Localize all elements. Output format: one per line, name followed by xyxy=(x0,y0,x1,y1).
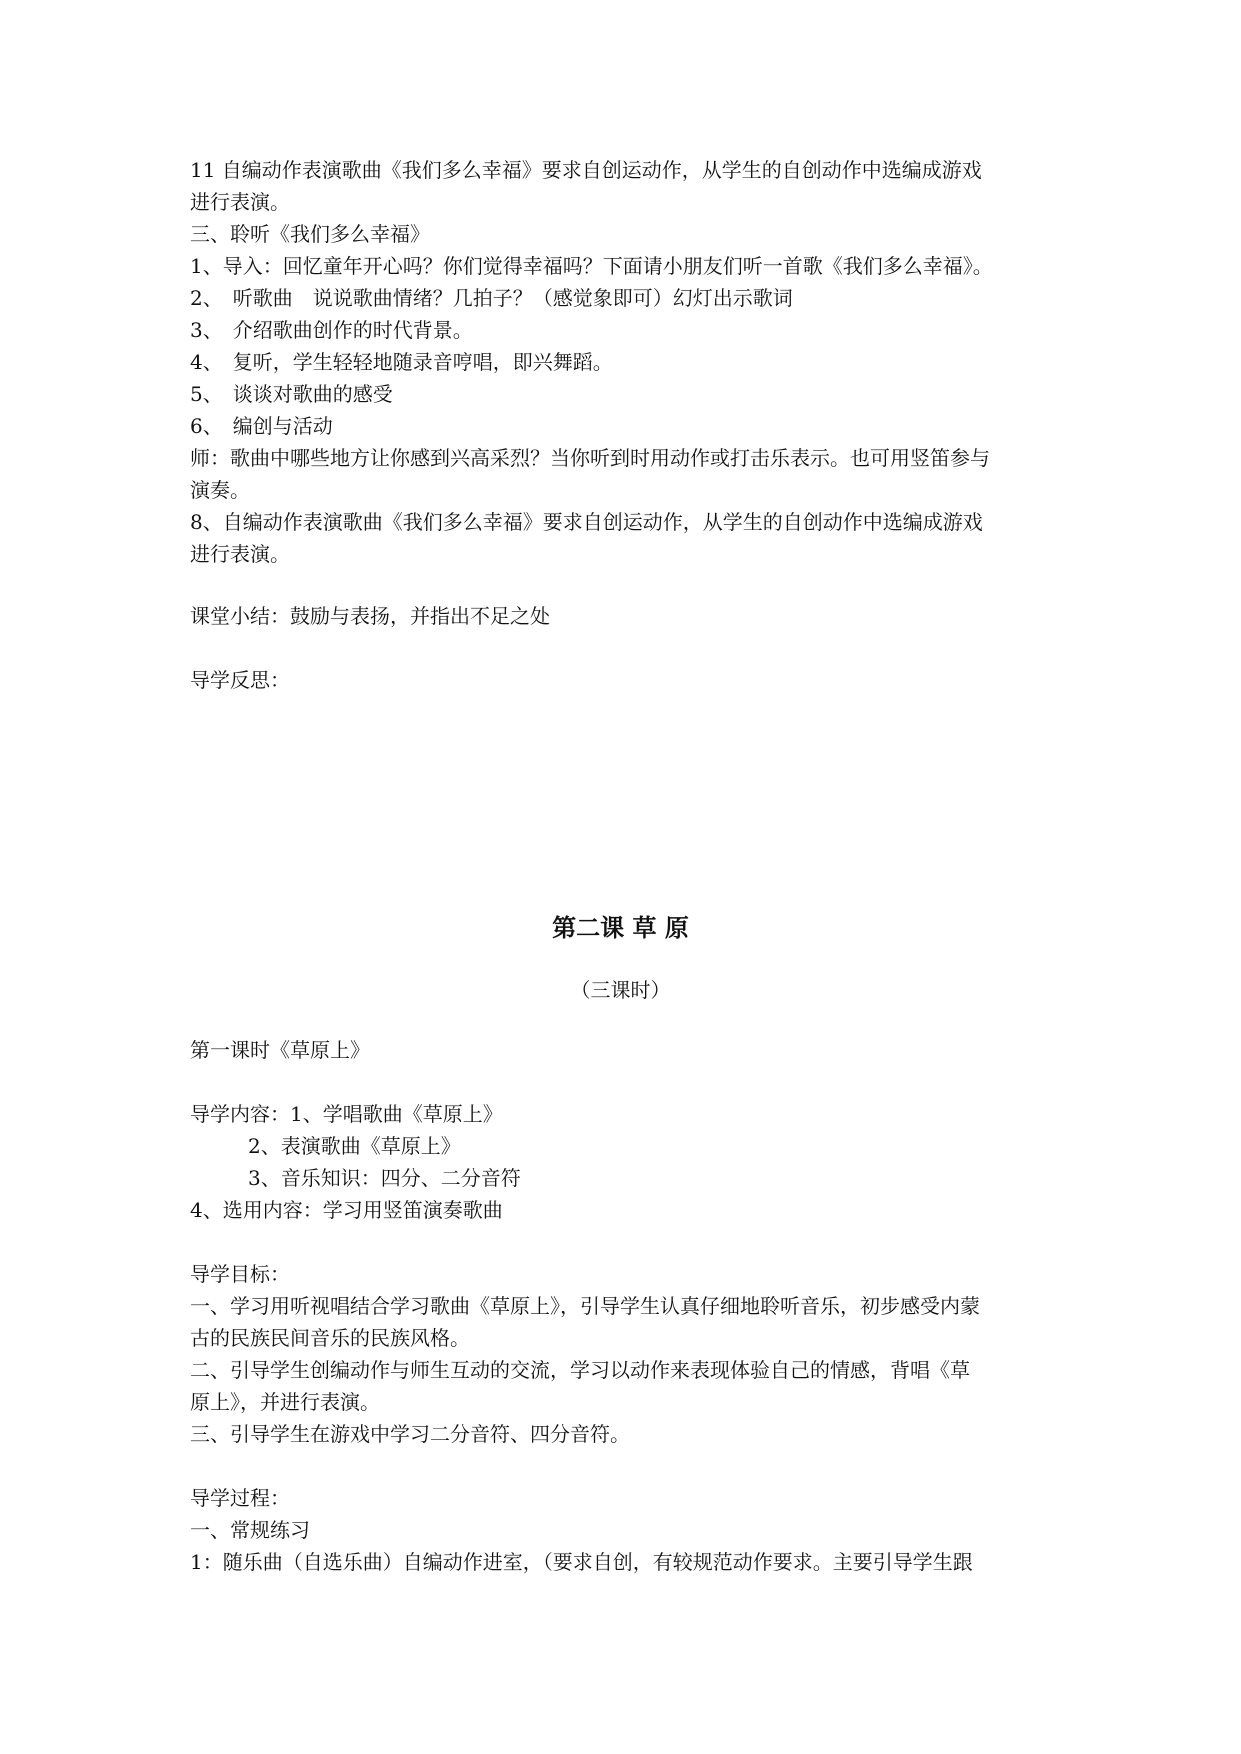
text-line: 进行表演。 xyxy=(190,542,290,566)
lesson-subtitle: （三课时） xyxy=(570,978,671,1002)
goal-line: 原上》，并进行表演。 xyxy=(190,1390,380,1414)
text-line: 11 自编动作表演歌曲《我们多么幸福》要求自创运动作，从学生的自创动作中选编成游戏 xyxy=(190,158,982,182)
content-item: 3、音乐知识：四分、二分音符 xyxy=(248,1166,521,1190)
process-label: 导学过程： xyxy=(190,1486,290,1510)
goal-line: 一、学习用听视唱结合学习歌曲《草原上》，引导学生认真仔细地聆听音乐，初步感受内蒙 xyxy=(190,1294,980,1318)
text-line: 4、 复听，学生轻轻地随录音哼唱，即兴舞蹈。 xyxy=(190,350,613,374)
process-line: 1：随乐曲（自选乐曲）自编动作进室，（要求自创，有较规范动作要求。主要引导学生跟 xyxy=(190,1550,973,1574)
goals-label: 导学目标： xyxy=(190,1262,290,1286)
text-line: 8、自编动作表演歌曲《我们多么幸福》要求自创运动作，从学生的自创动作中选编成游戏 xyxy=(190,510,983,534)
process-line: 一、常规练习 xyxy=(190,1518,310,1542)
text-line: 5、 谈谈对歌曲的感受 xyxy=(190,382,393,406)
text-line: 2、 听歌曲 说说歌曲情绪？几拍子？（感觉象即可）幻灯出示歌词 xyxy=(190,286,793,310)
class-summary: 课堂小结：鼓励与表扬，并指出不足之处 xyxy=(190,604,550,628)
optional-content: 4、选用内容：学习用竖笛演奏歌曲 xyxy=(190,1198,503,1222)
text-line: 演奏。 xyxy=(190,478,250,502)
goal-line: 三、引导学生在游戏中学习二分音符、四分音符。 xyxy=(190,1422,630,1446)
text-line: 进行表演。 xyxy=(190,190,290,214)
reflection-label: 导学反思： xyxy=(190,668,290,692)
content-item: 2、表演歌曲《草原上》 xyxy=(248,1134,461,1158)
goal-line: 古的民族民间音乐的民族风格。 xyxy=(190,1326,470,1350)
text-line: 6、 编创与活动 xyxy=(190,414,333,438)
content-label: 导学内容：1、学唱歌曲《草原上》 xyxy=(190,1102,503,1126)
text-line: 师：歌曲中哪些地方让你感到兴高采烈？当你听到时用动作或打击乐表示。也可用竖笛参与 xyxy=(190,446,990,470)
goal-line: 二、引导学生创编动作与师生互动的交流，学习以动作来表现体验自己的情感，背唱《草 xyxy=(190,1358,970,1382)
text-line: 3、 介绍歌曲创作的时代背景。 xyxy=(190,318,473,342)
text-line: 1、导入：回忆童年开心吗？你们觉得幸福吗？下面请小朋友们听一首歌《我们多么幸福》。 xyxy=(190,254,993,278)
section-heading: 三、聆听《我们多么幸福》 xyxy=(190,222,430,246)
lesson-title: 第二课 草 原 xyxy=(552,914,689,942)
period-heading: 第一课时《草原上》 xyxy=(190,1038,370,1062)
